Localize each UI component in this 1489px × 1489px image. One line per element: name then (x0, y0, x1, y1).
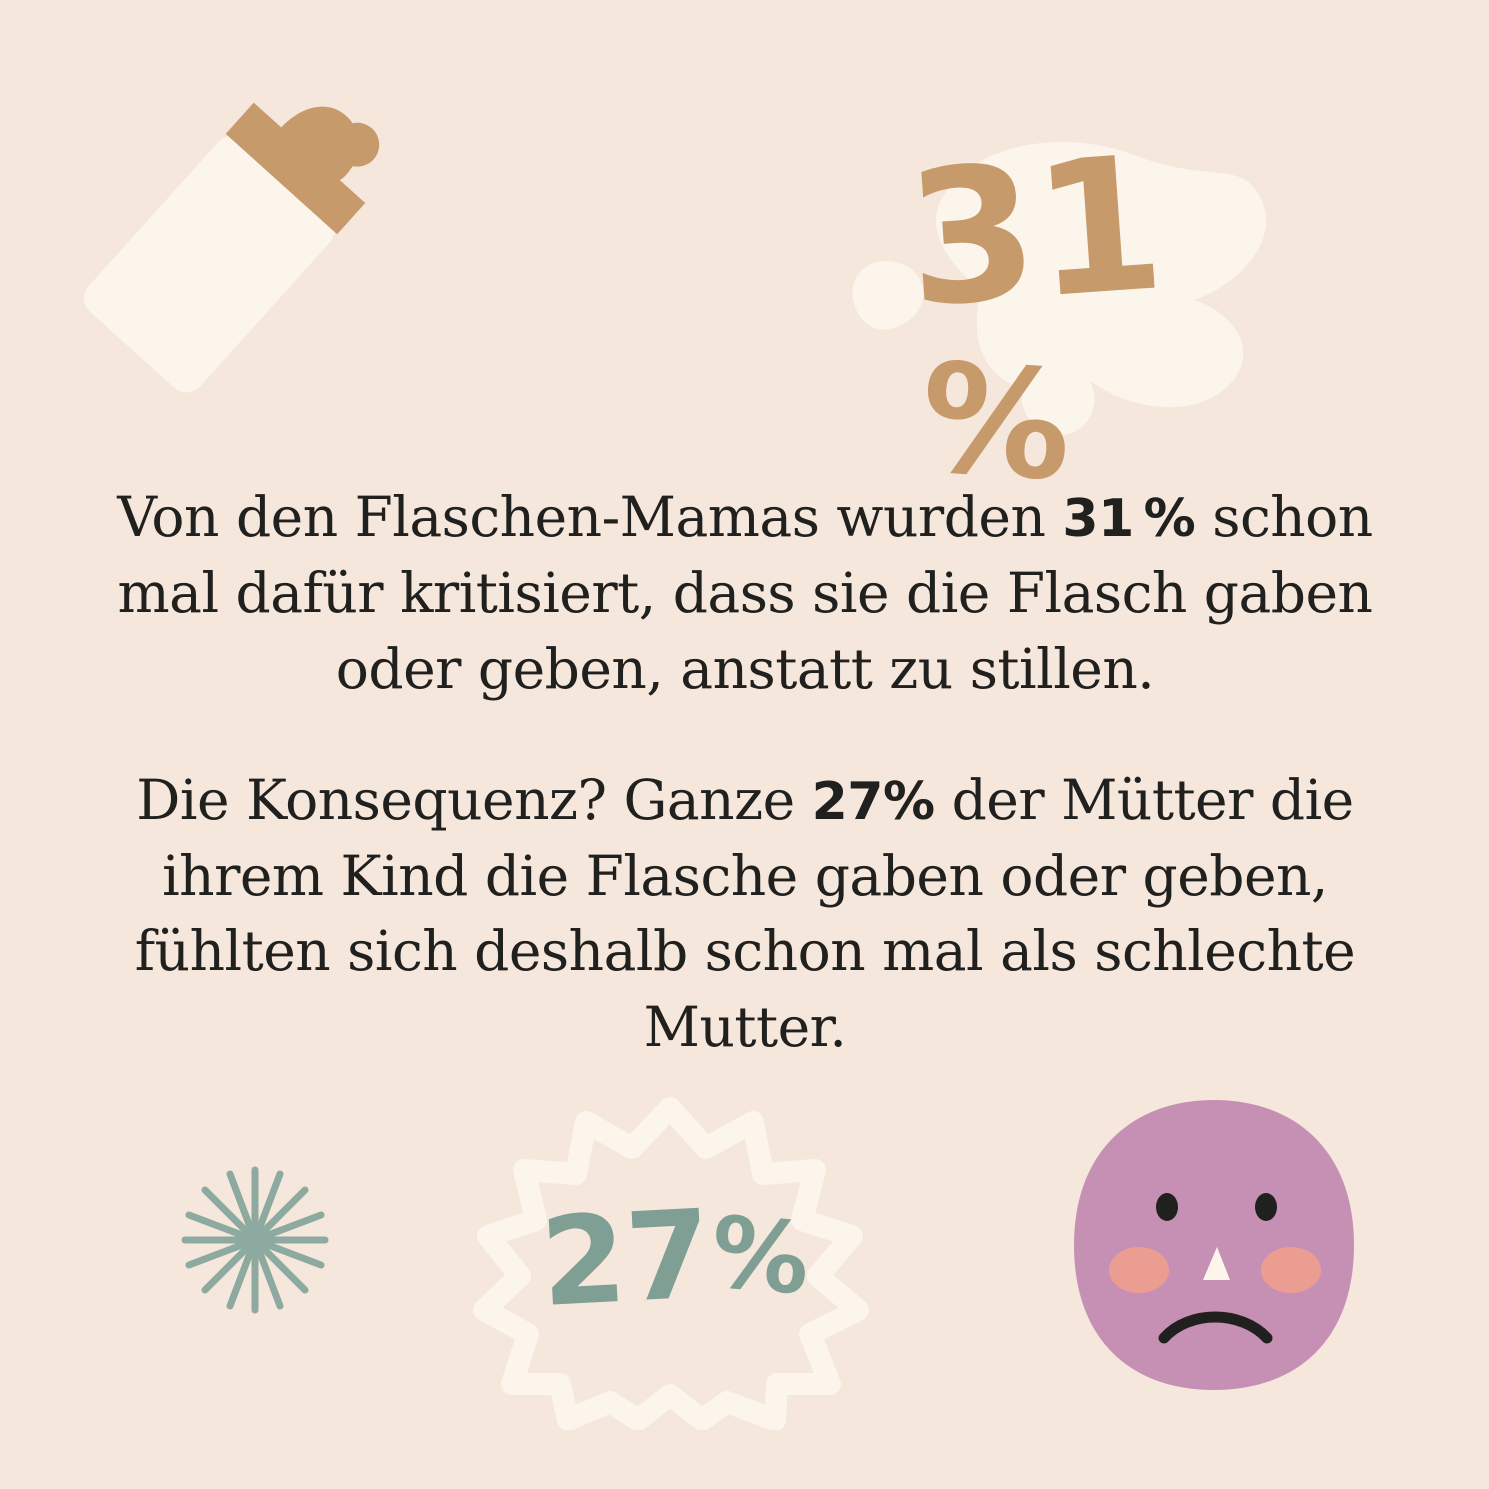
text-block (110, 425, 1380, 1121)
paragraph-1-bold-1: 31 % (1062, 489, 1196, 549)
paragraph-1-part-1: Von den Flaschen-Mamas wurden (117, 485, 1063, 549)
sad-face-icon (1069, 1095, 1359, 1395)
paragraph-2-part-2: der Mütter die ihrem Kind die Flasche gaben oder geben, fühlten sich deshalb schon mal als schlechte Mutter. (134, 767, 1356, 1060)
percent-symbol: % (915, 331, 1076, 515)
paragraph-1 (110, 480, 1380, 708)
stat-31-value: 31% (900, 115, 1169, 515)
paragraph-2 (110, 763, 1380, 1067)
stat-31-blob (739, 100, 1299, 515)
stat-27-value: 27% (537, 1183, 814, 1334)
paragraph-2-part-1: Die Konsequenz? Ganze (136, 767, 812, 832)
percent-symbol: % (706, 1195, 814, 1318)
paragraph-2-bold-1: 27% (811, 771, 935, 832)
stat-27-burst (450, 1090, 890, 1430)
paragraph-1-part-2: schon mal dafür kritisiert, dass sie die Flasch gaben oder geben, anstatt zu stillen. (117, 485, 1373, 701)
asterisk-flower-icon (175, 1160, 335, 1320)
baby-bottle-icon (60, 70, 420, 420)
